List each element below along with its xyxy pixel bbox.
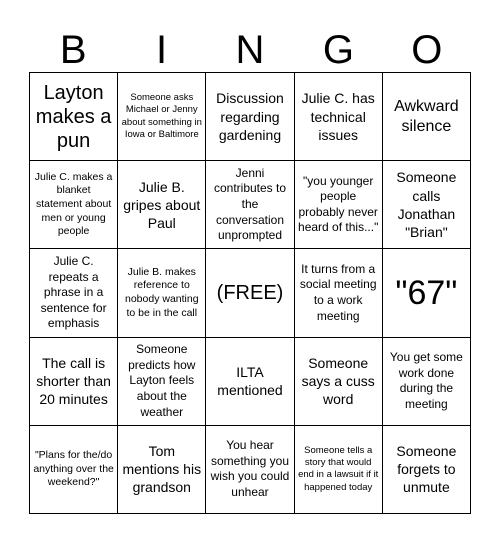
bingo-cell-text: Someone forgets to unmute	[396, 443, 457, 496]
bingo-cell-text: Jenni contributes to the conversation unprompted	[213, 165, 287, 243]
bingo-board	[29, 72, 471, 514]
bingo-cell[interactable]	[30, 338, 118, 426]
header-letter-o: O	[411, 28, 443, 72]
bingo-cell[interactable]	[295, 338, 383, 426]
bingo-cell-text: The call is shorter than 20 minutes	[36, 354, 111, 408]
bingo-cell[interactable]	[118, 161, 206, 249]
bingo-cell[interactable]	[295, 161, 383, 249]
bingo-cell-text: It turns from a social meeting to a work meeting	[299, 261, 377, 323]
bingo-cell-text: ILTA mentioned	[217, 364, 283, 399]
bingo-cell[interactable]	[295, 426, 383, 514]
bingo-cell[interactable]	[118, 73, 206, 161]
bingo-cell-text: Julie B. makes reference to nobody wanting to be in the call	[125, 265, 199, 319]
header-letter-g: G	[322, 28, 354, 72]
bingo-cell-text: Someone calls Jonathan "Brian"	[396, 169, 457, 240]
free-space-label: (FREE)	[216, 281, 284, 304]
bingo-cell-text: "67"	[395, 273, 458, 312]
bingo-cell[interactable]	[30, 161, 118, 249]
bingo-cell-free[interactable]	[206, 249, 294, 337]
bingo-cell[interactable]	[383, 338, 471, 426]
header-letter-i: I	[156, 28, 168, 72]
bingo-cell[interactable]	[30, 73, 118, 161]
bingo-cell-text: Awkward silence	[394, 97, 459, 135]
bingo-cell-text: You get some work done during the meeting	[389, 350, 463, 411]
header-letter-n: N	[235, 28, 265, 72]
bingo-cell-text: "you younger people probably never heard of this..."	[298, 173, 379, 235]
bingo-cell-text: You hear something you wish you could unhear	[210, 438, 290, 499]
bingo-cell[interactable]	[206, 338, 294, 426]
bingo-cell[interactable]	[295, 249, 383, 337]
bingo-cell-text: Discussion regarding gardening	[216, 90, 284, 143]
bingo-cell[interactable]	[383, 161, 471, 249]
bingo-cell[interactable]	[118, 249, 206, 337]
bingo-cell-text: Someone asks Michael or Jenny about something in Iowa or Baltimore	[121, 91, 202, 140]
bingo-cell-text: Someone says a cuss word	[301, 354, 375, 408]
bingo-cell[interactable]	[206, 161, 294, 249]
bingo-cell-text: Julie C. has technical issues	[301, 90, 375, 143]
bingo-cell-text: Someone tells a story that would end in a lawsuit if it happened today	[298, 444, 379, 493]
bingo-cell[interactable]	[30, 426, 118, 514]
bingo-cell[interactable]	[118, 338, 206, 426]
bingo-cell-text: Someone predicts how Layton feels about the weather	[128, 342, 196, 419]
bingo-cell-text: Julie C. makes a blanket statement about men or young people	[34, 170, 113, 238]
bingo-cell[interactable]	[295, 73, 383, 161]
bingo-cell[interactable]	[118, 426, 206, 514]
bingo-header	[29, 26, 471, 74]
header-letter-b: B	[59, 28, 87, 72]
bingo-cell-text: Layton makes a pun	[35, 81, 112, 152]
bingo-cell-text: "Plans for the/do anything over the weekend?"	[33, 448, 114, 489]
bingo-cell[interactable]	[383, 73, 471, 161]
bingo-cell[interactable]	[206, 73, 294, 161]
bingo-cell[interactable]	[206, 426, 294, 514]
bingo-cell[interactable]	[30, 249, 118, 337]
bingo-cell[interactable]	[383, 249, 471, 337]
bingo-cell-text: Tom mentions his grandson	[122, 443, 202, 496]
bingo-cell[interactable]	[383, 426, 471, 514]
bingo-cell-text: Julie C. repeats a phrase in a sentence for emphasis	[40, 254, 107, 331]
bingo-cell-text: Julie B. gripes about Paul	[123, 178, 201, 231]
